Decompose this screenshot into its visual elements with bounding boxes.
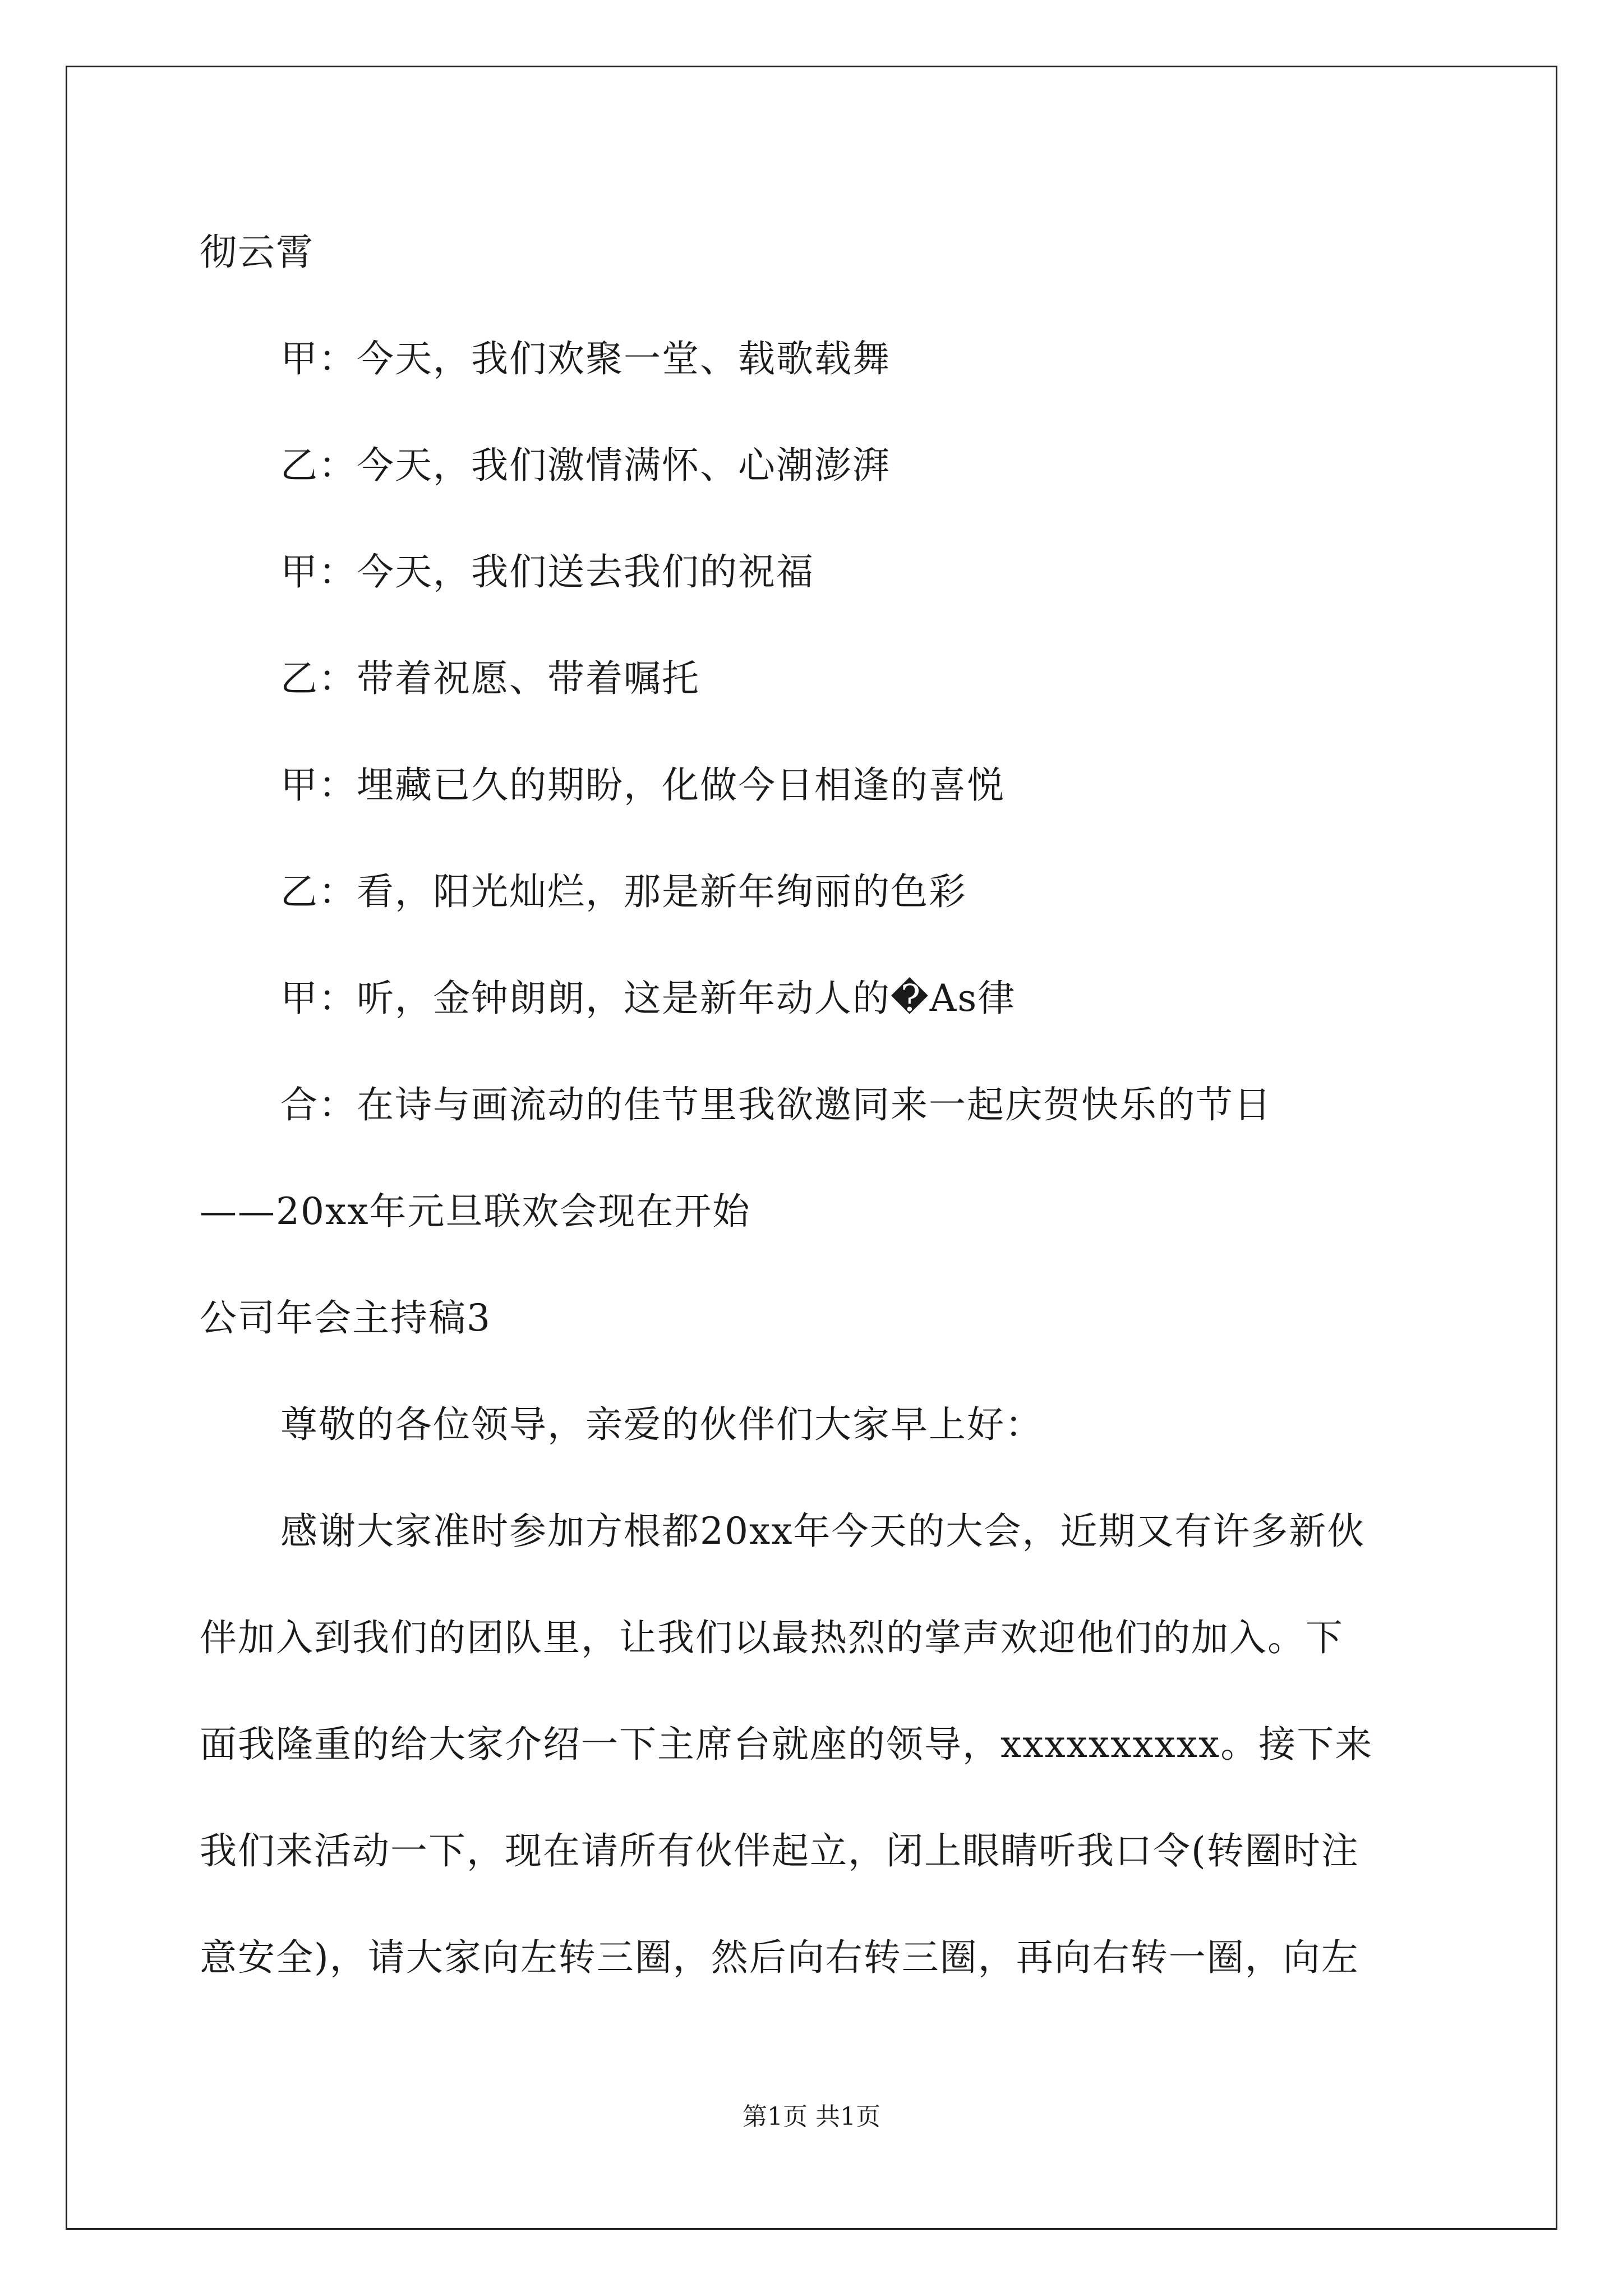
page-footer: 第1页 共1页 [743,2102,880,2131]
section-heading: 公司年会主持稿3 [200,1296,491,1340]
page-border [66,66,1557,2230]
text-line-14: 伴加入到我们的团队里，让我们以最热烈的掌声欢迎他们的加入。下 [200,1616,1344,1659]
text-line-12: 尊敬的各位领导，亲爱的伙伴们大家早上好： [280,1403,1043,1446]
text-line-16: 我们来活动一下，现在请所有伙伴起立，闭上眼睛听我口令(转圈时注 [200,1829,1359,1872]
text-line-1: 彻云霄 [200,231,314,274]
text-line-13: 感谢大家准时参加方根都20xx年今天的大会，近期又有许多新伙 [280,1510,1366,1553]
text-line-3: 乙：今天，我们激情满怀、心潮澎湃 [280,444,891,487]
text-line-6: 甲：埋藏已久的期盼，化做今日相逢的喜悦 [280,763,1005,807]
text-line-8: 甲：听，金钟朗朗，这是新年动人的�As律 [280,977,1016,1020]
text-line-4: 甲：今天，我们送去我们的祝福 [280,550,814,593]
text-line-17: 意安全)，请大家向左转三圈，然后向右转三圈，再向右转一圈，向左 [200,1936,1359,1979]
text-line-2: 甲：今天，我们欢聚一堂、载歌载舞 [280,337,891,380]
text-line-7: 乙：看，阳光灿烂，那是新年绚丽的色彩 [280,870,967,913]
text-line-15: 面我隆重的给大家介绍一下主席台就座的领导，xxxxxxxxxx。接下来 [200,1723,1373,1766]
text-line-10: ——20xx年元旦联欢会现在开始 [200,1190,751,1233]
text-line-9: 合：在诗与画流动的佳节里我欲邀同来一起庆贺快乐的节日 [280,1083,1272,1126]
text-line-5: 乙：带着祝愿、带着嘱托 [280,657,700,700]
